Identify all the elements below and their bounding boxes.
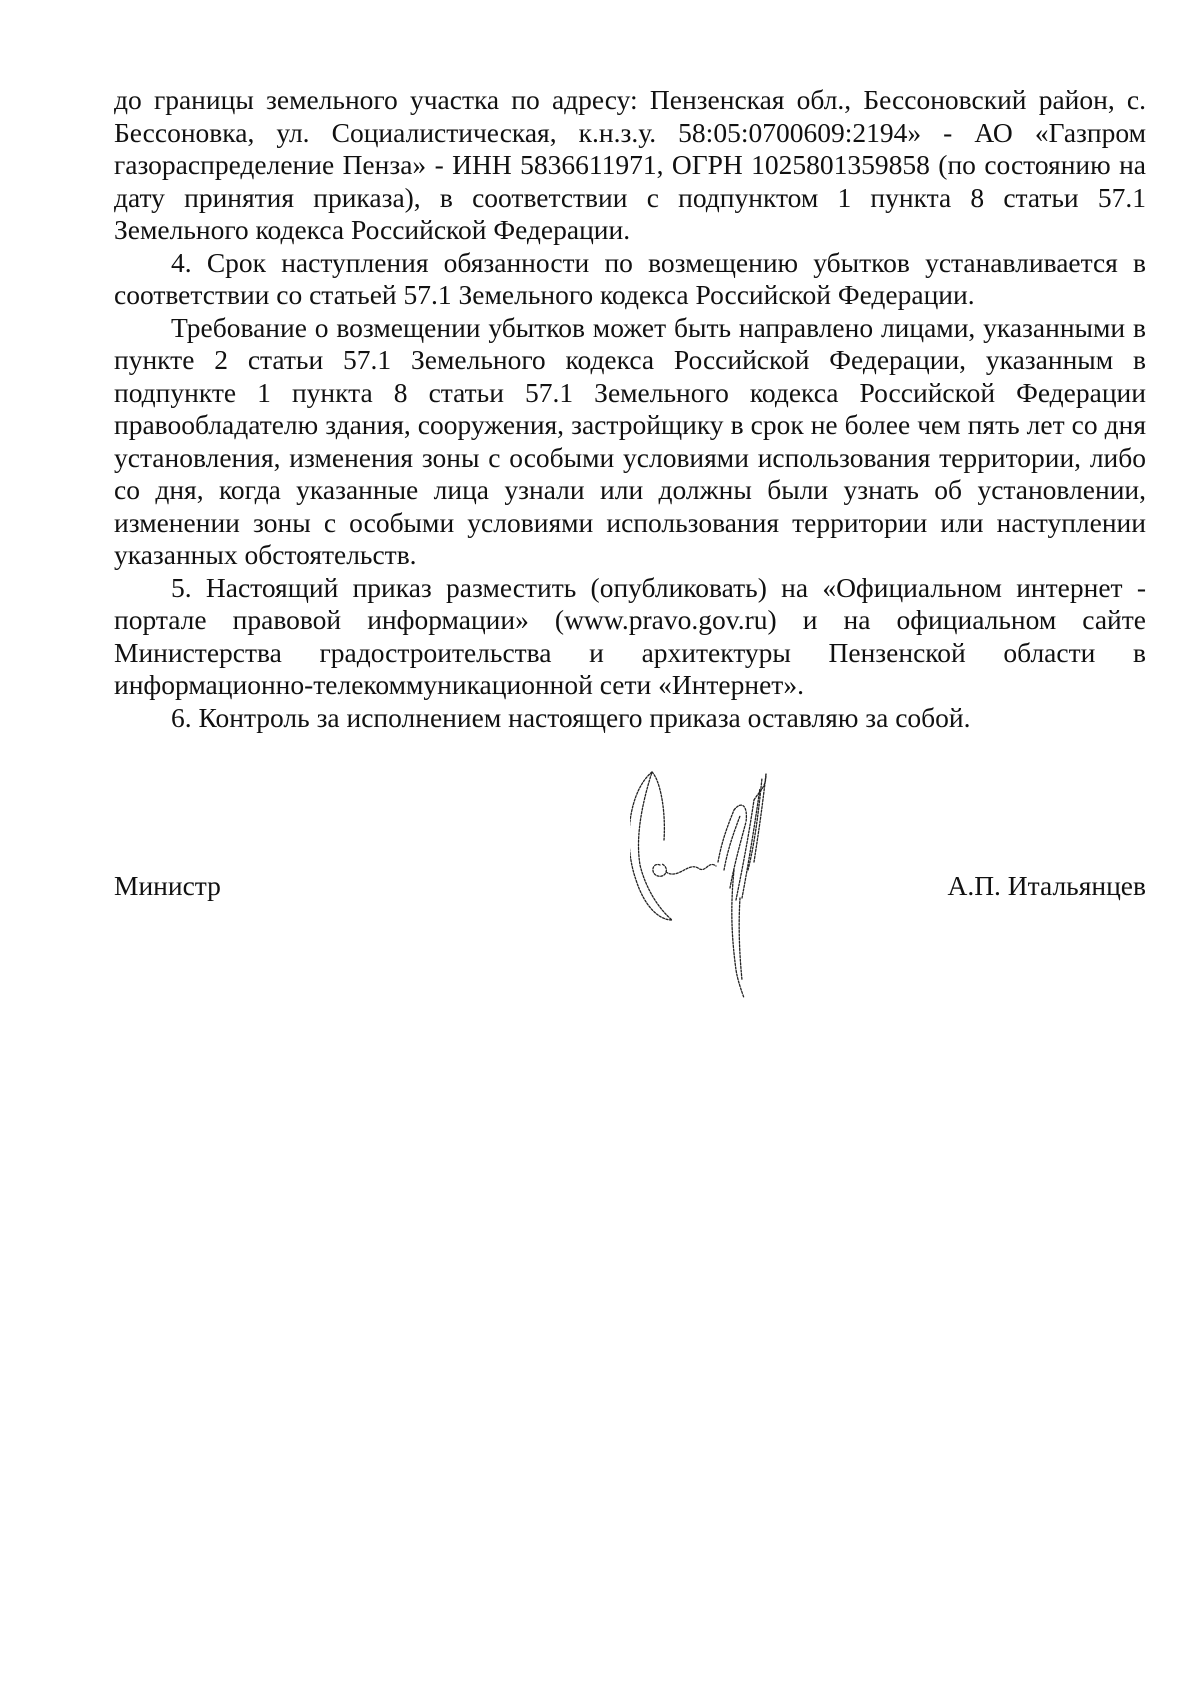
paragraph-item-6: 6. Контроль за исполнением настоящего приказа оставляю за собой. — [171, 701, 971, 733]
paragraph-damages-claim: Требование о возмещении убытков может быть направлено лицами, указанными в пункте 2 статьи 57.1 Земельного кодекса Российской Федерации, указанным в подпункте 1 пункта 8 статьи 57.1 Земельного кодекса Российской Федерации правообладателю здания, сооружения, застройщику в срок не более чем пять лет со дня установления, изменения зоны с особыми условиями использования территории, либо со дня, когда указанные лица узнали или должны были узнать об установлении, изменении зоны с особыми условиями использования территории или наступлении указанных обстоятельств. — [114, 311, 1146, 570]
paragraph-item-5: 5. Настоящий приказ разместить (опубликовать) на «Официальном интернет - портале правовой информации» (www.pravo.gov.ru) и на официальном сайте Министерства градостроительства и архитектуры Пензенской области в информационно-телекоммуникационной сети «Интернет». — [114, 571, 1146, 700]
paragraph-item-4: 4. Срок наступления обязанности по возмещению убытков устанавливается в соответствии со статьей 57.1 Земельного кодекса Российской Федерации. — [114, 246, 1146, 310]
handwritten-signature-icon — [630, 770, 790, 1000]
signatory-name: А.П. Итальянцев — [947, 870, 1146, 901]
paragraph-continuation: до границы земельного участка по адресу: Пензенская обл., Бессоновский район, с. Бессоновка, ул. Социалистическая, к.н.з.у. 58:05:0700609:2194» - АО «Газпром газораспределение Пенза» - ИНН 5836611971, ОГРН 1025801359858 (по состоянию на дату принятия приказа), в соответствии с подпунктом 1 пункта 8 статьи 57.1 Земельного кодекса Российской Федерации. — [114, 84, 1146, 245]
signatory-position: Министр — [114, 870, 221, 901]
document-body — [114, 84, 1146, 734]
